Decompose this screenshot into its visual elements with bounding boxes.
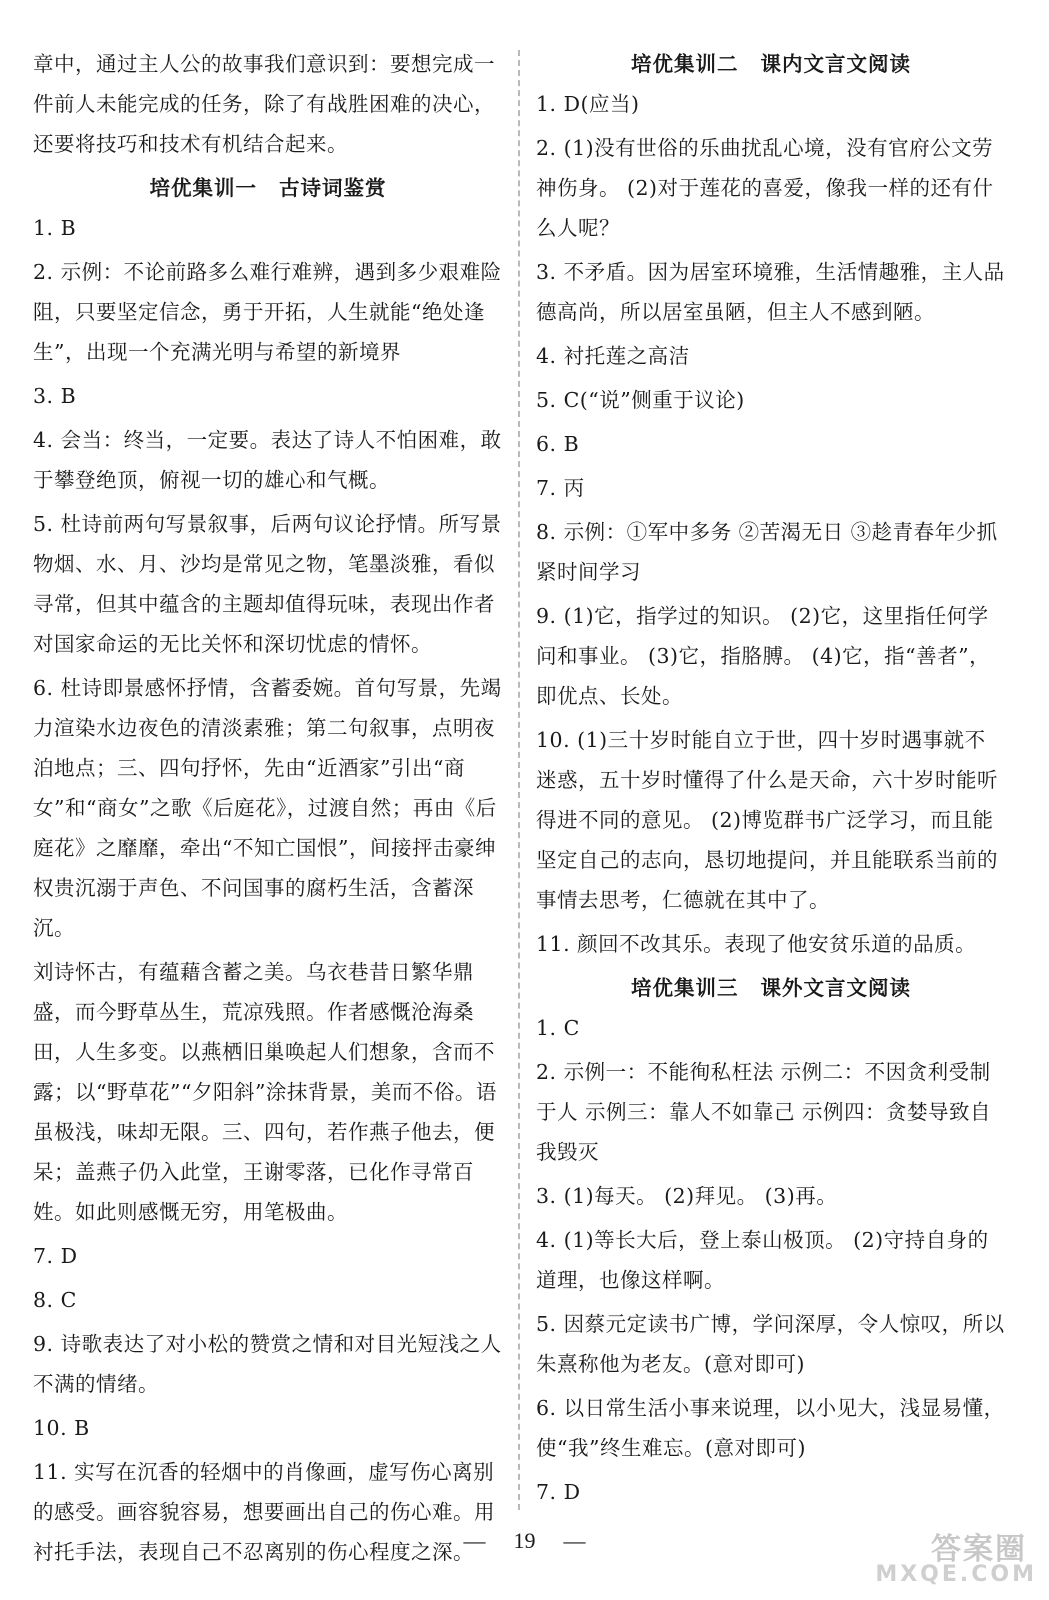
answer-item: 9. (1)它，指学过的知识。 (2)它，这里指任何学问和事业。 (3)它，指胳膊。 (4)它，指“善者”，即优点、长处。 (536, 604, 991, 708)
watermark-logo: 答案圈 MXQE.COM (875, 1532, 1037, 1587)
answer-item: 3. B (33, 384, 77, 408)
left-column (33, 44, 503, 1576)
answer-item: 7. D (33, 1244, 78, 1268)
answer-item: 11. 颜回不改其乐。表现了他安贫乐道的品质。 (536, 932, 977, 956)
answer-item: 6. 杜诗即景感怀抒情，含蓄委婉。首句写景，先竭力渲染水边夜色的清淡素雅；第二句叙事，点明夜泊地点；三、四句抒怀，先由“近酒家”引出“商女”和“商女”之歌《后庭花》，过渡自然；再由《后庭花》之靡靡，牵出“不知亡国恨”，间接抨击豪绅权贵沉溺于声色、不问国事的腐朽生活，含蓄深沉。 (33, 676, 502, 940)
answer-item: 9. 诗歌表达了对小松的赞赏之情和对目光短浅之人不满的情绪。 (33, 1332, 502, 1396)
answer-item: 1. C (536, 1016, 580, 1040)
answer-item: 3. 不矛盾。因为居室环境雅，生活情趣雅，主人品德高尚，所以居室虽陋，但主人不感到陋。 (536, 260, 1005, 324)
answer-item: 8. 示例：①军中多务 ②苦渴无日 ③趁青春年少抓紧时间学习 (536, 520, 998, 584)
right-column (536, 44, 1006, 1516)
answer-item: 5. C(“说”侧重于议论) (536, 388, 745, 412)
answer-item: 2. 示例：不论前路多么难行难辨，遇到多少艰难险阻，只要坚定信念，勇于开拓，人生就能“绝处逢生”，出现一个充满光明与希望的新境界 (33, 260, 502, 364)
answer-item: 2. (1)没有世俗的乐曲扰乱心境，没有官府公文劳神伤身。 (2)对于莲花的喜爱，像我一样的还有什么人呢？ (536, 136, 994, 240)
answer-item: 1. B (33, 216, 77, 240)
intro-paragraph: 章中，通过主人公的故事我们意识到：要想完成一件前人未能完成的任务，除了有战胜困难的决心，还要将技巧和技术有机结合起来。 (33, 52, 495, 156)
answer-item: 5. 杜诗前两句写景叙事，后两句议论抒情。所写景物烟、水、月、沙均是常见之物，笔墨淡雅，看似寻常，但其中蕴含的主题却值得玩味，表现出作者对国家命运的无比关怀和深切忧虑的情怀。 (33, 512, 502, 656)
answer-item: 2. 示例一：不能徇私枉法 示例二：不因贪利受制于人 示例三：靠人不如靠己 示例四：贪婪导致自我毁灭 (536, 1060, 992, 1164)
answer-item: 3. (1)每天。 (2)拜见。 (3)再。 (536, 1184, 838, 1208)
answer-item: 5. 因蔡元定读书广博，学问深厚，令人惊叹，所以朱熹称他为老友。(意对即可) (536, 1312, 1005, 1376)
answer-item: 6. B (536, 432, 580, 456)
answer-item: 10. (1)三十岁时能自立于世，四十岁时遇事就不迷惑，五十岁时懂得了什么是天命，六十岁时能听得进不同的意见。 (2)博览群书广泛学习，而且能坚定自己的志向，恳切地提问，并且能联系当前的事情去思考，仁德就在其中了。 (536, 728, 998, 912)
answer-item: 8. C (33, 1288, 77, 1312)
section-title-2: 培优集训二 课内文言文阅读 (631, 52, 911, 76)
answer-item: 11. 实写在沉香的轻烟中的肖像画，虚写伤心离别的感受。画容貌容易，想要画出自己的伤心难。用衬托手法，表现自己不忍离别的伤心程度之深。 (33, 1460, 495, 1564)
answer-item: 4. 衬托莲之高洁 (536, 344, 690, 368)
answer-item: 4. 会当：终当，一定要。表达了诗人不怕困难，敢于攀登绝顶，俯视一切的雄心和气概。 (33, 428, 502, 492)
page-number: — 19 — (463, 1528, 586, 1553)
answer-item: 6. 以日常生活小事来说理，以小见大，浅显易懂，使“我”终生难忘。(意对即可) (536, 1396, 1005, 1460)
section-title-1: 培优集训一 古诗词鉴赏 (149, 176, 387, 200)
section-title-3: 培优集训三 课外文言文阅读 (631, 976, 911, 1000)
answer-item: 4. (1)等长大后，登上泰山极顶。 (2)守持自身的道理，也像这样啊。 (536, 1228, 989, 1292)
answer-item: 7. 丙 (536, 476, 585, 500)
answer-item: 1. D(应当) (536, 92, 640, 116)
column-divider (518, 50, 520, 1510)
answer-item: 10. B (33, 1416, 90, 1440)
answer-item: 7. D (536, 1480, 581, 1504)
answer-item: 刘诗怀古，有蕴藉含蓄之美。乌衣巷昔日繁华鼎盛，而今野草丛生，荒凉残照。作者感慨沧海桑田，人生多变。以燕栖旧巢唤起人们想象，含而不露；以“野草花”“夕阳斜”涂抹背景，美而不俗。语虽极浅，味却无限。三、四句，若作燕子他去，便呆；盖燕子仍入此堂，王谢零落，已化作寻常百姓。如此则感慨无穷，用笔极曲。 (33, 960, 497, 1224)
